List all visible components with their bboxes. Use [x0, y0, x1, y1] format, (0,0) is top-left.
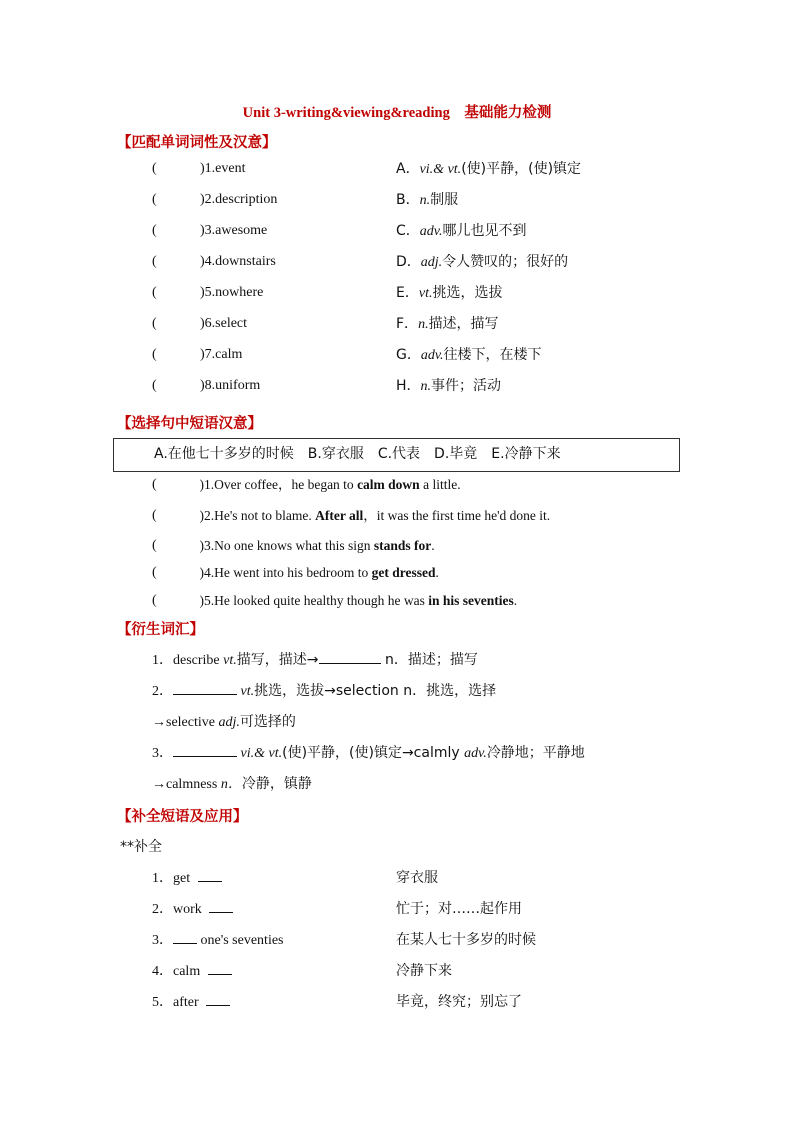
options-text: A.在他七十多岁的时候 B.穿衣服 C.代表 D.毕竟 E.冷静下来 [154, 446, 561, 462]
answer-paren[interactable]: ( [152, 316, 157, 331]
word-item: )3.awesome [186, 223, 268, 238]
answer-paren[interactable]: ( [152, 565, 157, 580]
match-row [0, 344, 794, 366]
phrase-meaning: 忙于；对……起作用 [396, 901, 522, 917]
subheading-complete: **补全 [120, 839, 162, 855]
answer-blank[interactable] [198, 867, 222, 882]
answer-paren[interactable]: ( [152, 508, 157, 523]
sentence: )2.He's not to blame. After all，it was the first time he'd done it. [186, 508, 551, 523]
phrase: 1．get [152, 867, 222, 890]
match-row [0, 313, 794, 335]
definition: D．adj.令人赞叹的；很好的 [396, 254, 569, 270]
answer-blank[interactable] [209, 898, 233, 913]
match-row [0, 189, 794, 211]
phrase: 3． one's seventies [152, 929, 284, 952]
definition: E．vt.挑选，选拔 [396, 285, 503, 301]
phrase-row [0, 898, 794, 920]
answer-blank[interactable] [319, 649, 381, 664]
sentence: )4.He went into his bedroom to get dressed. [186, 565, 439, 580]
word-item: )4.downstairs [186, 254, 276, 269]
match-row [0, 251, 794, 273]
definition: B．n.制服 [396, 192, 459, 208]
match-row [0, 375, 794, 397]
phrase-sentence-row [0, 590, 794, 612]
options-box [113, 438, 680, 472]
phrase: 2．work [152, 898, 233, 921]
phrase-meaning: 在某人七十多岁的时候 [396, 932, 536, 948]
definition: A．vi.& vt.(使)平静，(使)镇定 [396, 161, 582, 177]
phrase-row [0, 960, 794, 982]
phrase-meaning: 毕竟，终究；别忘了 [396, 994, 522, 1010]
answer-paren[interactable]: ( [152, 254, 157, 269]
derivative-line-2: 2． vt.挑选，选拔→selection n．挑选，选择 [152, 680, 496, 703]
word-item: )8.uniform [186, 378, 261, 393]
phrase-sentence-row [0, 562, 794, 584]
derivative-line-3: →selective adj.可选择的 [152, 714, 296, 730]
phrase-meaning: 冷静下来 [396, 963, 452, 979]
page-title: Unit 3-writing&viewing&reading 基础能力检测 [242, 105, 552, 121]
sentence: )3.No one knows what this sign stands for. [186, 538, 435, 553]
word-item: )5.nowhere [186, 285, 264, 300]
match-row [0, 220, 794, 242]
derivative-line-4: 3． vi.& vt.(使)平静，(使)镇定→calmly adv.冷静地；平静地 [152, 742, 585, 765]
match-row [0, 158, 794, 180]
word-item: )7.calm [186, 347, 243, 362]
answer-paren[interactable]: ( [152, 538, 157, 553]
answer-blank[interactable] [173, 680, 237, 695]
answer-paren[interactable]: ( [152, 477, 157, 492]
answer-paren[interactable]: ( [152, 347, 157, 362]
answer-paren[interactable]: ( [152, 285, 157, 300]
answer-paren[interactable]: ( [152, 192, 157, 207]
answer-paren[interactable]: ( [152, 378, 157, 393]
phrase-row [0, 929, 794, 951]
phrase-sentence-row [0, 505, 794, 527]
match-row [0, 282, 794, 304]
answer-blank[interactable] [206, 991, 230, 1006]
derivative-line-1: 1．describe vt.描写，描述→ n．描述；描写 [152, 649, 478, 672]
section-heading-phrase-meaning: 【选择句中短语汉意】 [117, 416, 262, 432]
phrase-sentence-row [0, 535, 794, 557]
definition: F．n.描述，描写 [396, 316, 499, 332]
answer-blank[interactable] [173, 742, 237, 757]
definition: C．adv.哪儿也见不到 [396, 223, 527, 239]
phrase: 4．calm [152, 960, 232, 983]
sentence: )5.He looked quite healthy though he was in his seventies. [186, 593, 518, 608]
answer-blank[interactable] [173, 929, 197, 944]
word-item: )2.description [186, 192, 278, 207]
word-item: )1.event [186, 161, 246, 176]
section-heading-match: 【匹配单词词性及汉意】 [117, 135, 277, 151]
section-heading-complete-phrases: 【补全短语及应用】 [117, 809, 248, 825]
answer-paren[interactable]: ( [152, 161, 157, 176]
answer-paren[interactable]: ( [152, 223, 157, 238]
definition: G．adv.往楼下，在楼下 [396, 347, 542, 363]
phrase: 5．after [152, 991, 230, 1014]
phrase-row [0, 991, 794, 1013]
phrase-sentence-row [0, 474, 794, 496]
section-heading-derivatives: 【衍生词汇】 [117, 622, 204, 638]
definition: H．n.事件；活动 [396, 378, 502, 394]
answer-blank[interactable] [208, 960, 232, 975]
phrase-meaning: 穿衣服 [396, 870, 438, 886]
word-item: )6.select [186, 316, 248, 331]
sentence: )1.Over coffee，he began to calm down a little. [186, 477, 461, 492]
phrase-row [0, 867, 794, 889]
answer-paren[interactable]: ( [152, 593, 157, 608]
derivative-line-5: →calmness n．冷静，镇静 [152, 776, 312, 792]
